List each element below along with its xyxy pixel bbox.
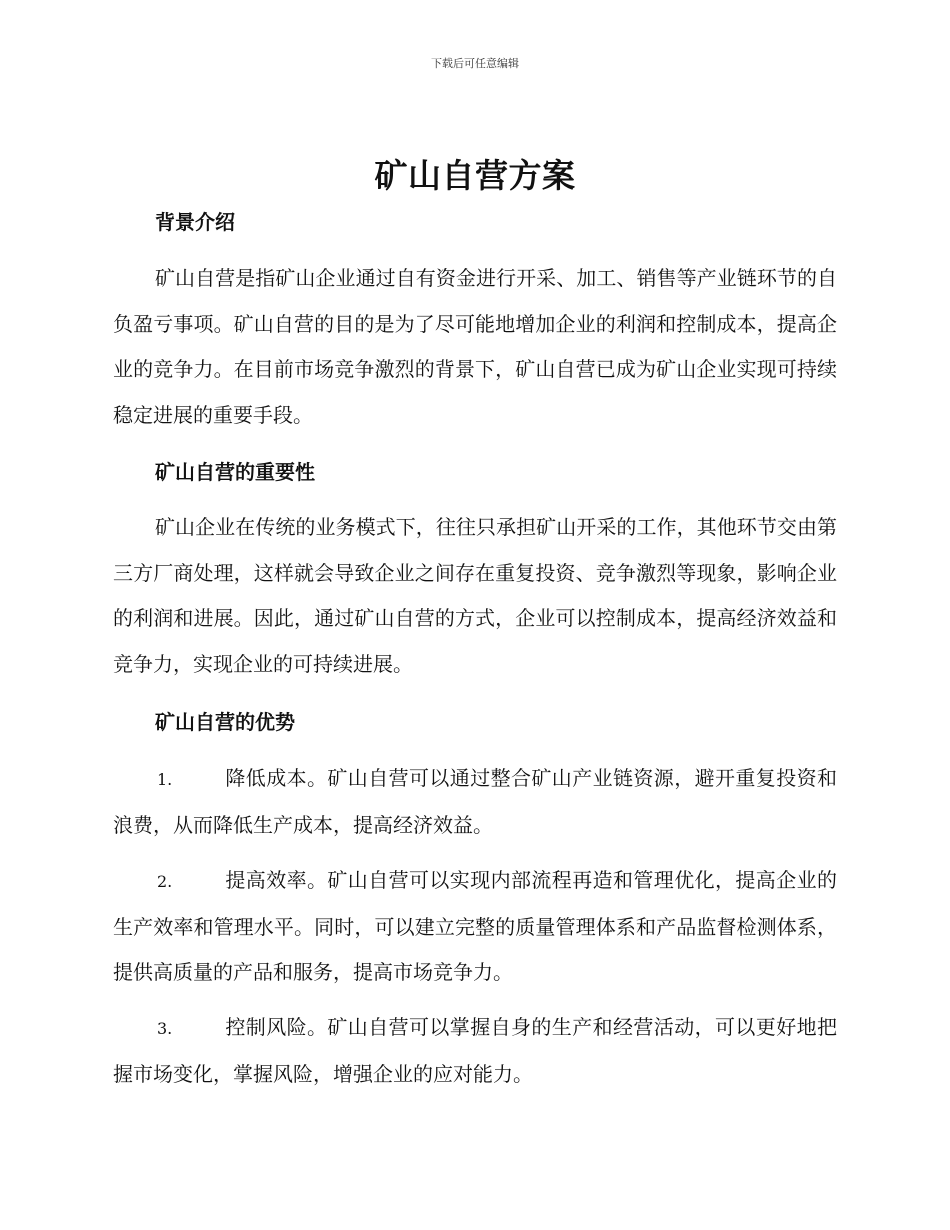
section-heading-background: 背景介绍: [155, 210, 235, 234]
list-item-number: 3.: [157, 1019, 173, 1038]
section-heading-importance: 矿山自营的重要性: [155, 460, 315, 484]
section-paragraph-importance: 矿山企业在传统的业务模式下，往往只承担矿山开采的工作，其他环节交由第三方厂商处理，这样就会导致企业之间存在重复投资、竞争激烈等现象，影响企业的利润和进展。因此，通过矿山自营的方式，企业可以控制成本，提高经济效益和竞争力，实现企业的可持续进展。: [113, 515, 837, 676]
section-heading-advantages: 矿山自营的优势: [155, 710, 295, 734]
page-title: 矿山自营方案: [374, 156, 576, 195]
list-item: [113, 858, 837, 996]
list-item-text: 控制风险。矿山自营可以掌握自身的生产和经营活动，可以更好地把握市场变化，掌握风险，增强企业的应对能力。: [113, 1015, 837, 1086]
list-item-number: 2.: [157, 872, 173, 891]
list-item-text: 提高效率。矿山自营可以实现内部流程再造和管理优化，提高企业的生产效率和管理水平。同时，可以建立完整的质量管理体系和产品监督检测体系，提供高质量的产品和服务，提高市场竞争力。: [113, 868, 837, 985]
list-item-number: 1.: [157, 770, 173, 789]
list-item: [113, 1005, 837, 1097]
header-note: 下载后可任意编辑: [431, 57, 519, 70]
list-item-text: 降低成本。矿山自营可以通过整合矿山产业链资源，避开重复投资和浪费，从而降低生产成本，提高经济效益。: [113, 766, 837, 837]
list-item: [113, 756, 837, 848]
section-paragraph-background: 矿山自营是指矿山企业通过自有资金进行开采、加工、销售等产业链环节的自负盈亏事项。矿山自营的目的是为了尽可能地增加企业的利润和控制成本，提高企业的竞争力。在目前市场竞争激烈的背景下，矿山自营已成为矿山企业实现可持续稳定进展的重要手段。: [113, 266, 837, 427]
